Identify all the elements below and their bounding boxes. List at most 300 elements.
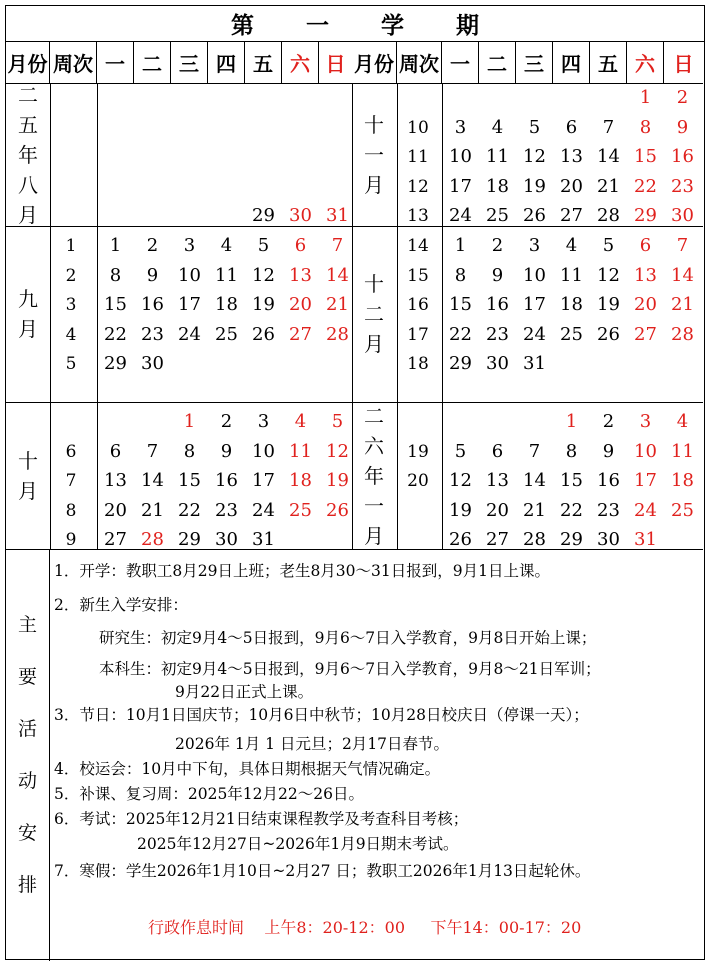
month-char: 六 (364, 433, 384, 458)
day-cell: 22 (449, 323, 472, 345)
day-cell: 30 (141, 353, 164, 374)
day-cell: 12 (523, 146, 546, 167)
day-cell (516, 412, 553, 432)
header-cell: 一 (97, 42, 134, 83)
day-cell (171, 354, 208, 374)
activities-label-char: 动 (17, 770, 37, 792)
month-char: 一 (364, 143, 384, 167)
week-number (50, 177, 92, 197)
day-cell (134, 412, 171, 432)
day-cell (208, 354, 245, 374)
header-row-right (352, 42, 703, 84)
day-cell: 8 (183, 440, 196, 462)
day-cell: 25 (486, 205, 509, 226)
week-number: 6 (65, 441, 77, 462)
activities-label-char: 排 (17, 874, 37, 896)
day-cell (319, 354, 356, 374)
day-cell: 3 (257, 411, 270, 432)
day-cell: 5 (528, 116, 541, 138)
week-number (397, 530, 439, 550)
day-cell (97, 118, 134, 138)
day-cell: 28 (671, 323, 694, 345)
header-cell: 二 (134, 42, 171, 83)
day-cell: 31 (523, 353, 546, 374)
day-cell: 24 (178, 323, 201, 345)
day-cell: 22 (104, 323, 127, 345)
day-cell: 29 (449, 353, 472, 374)
week-number: 2 (65, 265, 77, 286)
page-title: 第 一 学 期 (6, 6, 704, 42)
day-cell: 17 (523, 294, 546, 315)
month-char: 二 (364, 403, 384, 428)
activities-label-char: 主 (17, 614, 37, 636)
month-char: 月 (364, 523, 384, 548)
day-cell: 13 (486, 470, 509, 491)
day-cell: 16 (215, 470, 238, 491)
day-cell (442, 88, 479, 108)
grid-line (6, 226, 352, 227)
day-cell: 11 (289, 440, 312, 462)
day-cell: 2 (146, 235, 159, 256)
calendar-sheet (5, 5, 705, 960)
month-char: 年 (364, 463, 384, 488)
day-cell: 15 (104, 294, 127, 315)
day-cell: 29 (104, 353, 127, 374)
activity-line: 研究生：初定9月4～5日报到，9月6～7日入学教育，9月8日开始上课； (99, 629, 597, 647)
day-cell (479, 88, 516, 108)
day-cell: 1 (109, 235, 122, 256)
day-cell: 27 (560, 205, 583, 226)
day-cell: 14 (326, 264, 349, 286)
day-cell: 6 (565, 116, 578, 138)
day-cell: 20 (634, 294, 657, 315)
activity-line: 6．考试：2025年12月21日结束课程教学及考查科目考核； (54, 810, 469, 828)
day-cell: 31 (634, 529, 657, 550)
day-cell: 10 (634, 440, 657, 462)
day-cell: 21 (326, 294, 349, 315)
day-cell (134, 147, 171, 167)
day-cell: 28 (326, 323, 349, 345)
header-cell: 月份 (6, 42, 50, 83)
day-cell: 16 (671, 146, 694, 167)
week-number (397, 412, 439, 432)
day-cell: 15 (634, 146, 657, 167)
header-cell: 五 (590, 42, 627, 83)
day-cell: 4 (676, 411, 689, 432)
day-cell: 22 (634, 175, 657, 197)
week-number: 11 (407, 147, 429, 167)
week-number (50, 88, 92, 108)
day-cell: 29 (560, 529, 583, 550)
week-number (50, 118, 92, 138)
day-cell: 5 (257, 235, 270, 256)
month-char: 十 (364, 113, 384, 137)
day-cell: 20 (289, 294, 312, 315)
header-cell: 三 (516, 42, 553, 83)
day-cell: 19 (252, 294, 275, 315)
office-hours: 行政作息时间 上午8：20-12：00 下午14：00-17：20 (148, 918, 582, 937)
day-cell: 1 (454, 235, 467, 256)
day-cell: 27 (289, 323, 312, 345)
day-cell (553, 88, 590, 108)
day-cell (245, 118, 282, 138)
day-cell: 15 (560, 470, 583, 491)
day-cell: 17 (634, 470, 657, 491)
day-cell: 18 (486, 175, 509, 197)
day-cell: 19 (449, 499, 472, 521)
day-cell: 20 (560, 175, 583, 197)
day-cell (208, 118, 245, 138)
month-label (6, 284, 50, 344)
day-cell (590, 88, 627, 108)
day-cell: 6 (491, 440, 504, 462)
activities-label-char: 活 (17, 718, 37, 740)
day-cell (282, 530, 319, 550)
header-cell: 四 (553, 42, 590, 83)
month-label (352, 269, 396, 359)
day-cell: 15 (178, 470, 201, 491)
month-char: 一 (364, 493, 384, 518)
day-cell (282, 177, 319, 197)
activity-line: 7．寒假：学生2026年1月10日~2月27 日；教职工2026年1月13日起轮休。 (54, 862, 591, 880)
day-cell: 11 (560, 264, 583, 286)
day-cell: 10 (523, 264, 546, 286)
header-cell: 三 (171, 42, 208, 83)
day-cell: 26 (252, 323, 275, 345)
day-cell: 1 (565, 411, 578, 432)
day-cell (134, 118, 171, 138)
day-cell (282, 147, 319, 167)
activity-line: 5．补课、复习周：2025年12月22～26日。 (54, 785, 364, 803)
day-cell: 29 (634, 205, 657, 226)
day-cell: 3 (183, 235, 196, 256)
day-cell (664, 354, 701, 374)
day-cell: 23 (141, 323, 164, 345)
day-cell: 7 (146, 440, 159, 462)
day-cell: 29 (252, 205, 275, 226)
day-cell: 25 (215, 323, 238, 345)
month-char: 月 (364, 332, 384, 356)
day-cell: 24 (449, 205, 472, 226)
header-cell: 周次 (397, 42, 442, 83)
day-cell: 8 (565, 440, 578, 462)
month-char: 月 (18, 478, 38, 503)
week-number: 5 (65, 354, 77, 374)
day-cell: 16 (597, 470, 620, 491)
header-cell: 五 (245, 42, 282, 83)
day-cell: 30 (671, 205, 694, 226)
day-cell: 9 (602, 440, 615, 462)
day-cell: 4 (220, 235, 233, 256)
day-cell: 2 (676, 87, 689, 108)
day-cell: 25 (289, 499, 312, 521)
day-cell: 26 (449, 529, 472, 550)
day-cell: 20 (486, 499, 509, 521)
day-cell: 23 (486, 323, 509, 345)
day-cell (479, 412, 516, 432)
day-cell (208, 177, 245, 197)
day-cell: 7 (602, 116, 615, 138)
day-cell (664, 530, 701, 550)
day-cell: 17 (449, 175, 472, 197)
day-cell: 26 (597, 323, 620, 345)
day-cell: 29 (178, 529, 201, 550)
week-number (397, 501, 439, 521)
day-cell (282, 118, 319, 138)
day-cell (208, 206, 245, 226)
grid-line (352, 226, 703, 227)
day-cell: 13 (104, 470, 127, 491)
month-char: 年 (18, 143, 38, 167)
day-cell: 13 (289, 264, 312, 286)
week-number: 15 (407, 265, 429, 286)
day-cell: 2 (602, 411, 615, 432)
month-char: 二 (364, 302, 384, 326)
month-label (352, 401, 396, 551)
day-cell: 7 (676, 235, 689, 256)
week-number: 12 (407, 176, 429, 197)
day-cell: 8 (639, 116, 652, 138)
day-cell: 27 (104, 529, 127, 550)
day-cell: 5 (331, 411, 344, 432)
day-cell: 30 (289, 205, 312, 226)
day-cell: 4 (294, 411, 307, 432)
day-cell: 4 (491, 116, 504, 138)
day-cell (97, 412, 134, 432)
day-cell: 15 (449, 294, 472, 315)
week-number: 20 (407, 471, 429, 491)
activities-label (6, 549, 50, 961)
week-number: 8 (65, 500, 77, 521)
day-cell: 23 (671, 175, 694, 197)
activities-label-char: 安 (17, 822, 37, 844)
activity-line: 2．新生入学安排： (54, 596, 188, 614)
day-cell: 25 (560, 323, 583, 345)
day-cell: 20 (104, 499, 127, 521)
activity-line: 9月22日正式上课。 (175, 683, 314, 701)
day-cell: 14 (141, 470, 164, 491)
day-cell: 9 (676, 116, 689, 138)
activity-line: 3．节日：10月1日国庆节；10月6日中秋节；10月28日校庆日（停课一天）； (54, 706, 589, 724)
day-cell: 30 (215, 529, 238, 550)
day-cell: 27 (486, 529, 509, 550)
week-number: 19 (407, 441, 429, 462)
day-cell: 9 (491, 264, 504, 286)
month-char: 月 (18, 203, 38, 227)
header-cell: 日 (673, 52, 694, 76)
day-cell (245, 354, 282, 374)
day-cell: 19 (597, 294, 620, 315)
day-cell: 26 (326, 499, 349, 521)
activity-line: 2026年 1月 1 日元旦；2月17日春节。 (175, 735, 450, 753)
day-cell: 11 (671, 440, 694, 462)
month-char: 十 (364, 272, 384, 296)
month-char: 九 (18, 287, 38, 311)
header-row-left (6, 42, 352, 84)
day-cell: 18 (560, 294, 583, 315)
day-cell: 26 (523, 205, 546, 226)
day-cell: 12 (597, 264, 620, 286)
week-number (50, 412, 92, 432)
day-cell (208, 147, 245, 167)
day-cell: 19 (326, 470, 349, 491)
grid-line (6, 402, 352, 403)
week-number: 18 (407, 354, 429, 374)
day-cell: 2 (220, 411, 233, 432)
day-cell: 28 (597, 205, 620, 226)
day-cell: 21 (597, 175, 620, 197)
header-cell: 六 (627, 42, 664, 83)
day-cell (97, 206, 134, 226)
header-cell: 六 (282, 42, 319, 83)
header-cell: 二 (479, 42, 516, 83)
day-cell: 21 (671, 294, 694, 315)
header-cell: 月份 (352, 42, 397, 83)
day-cell: 18 (289, 470, 312, 491)
day-cell: 22 (560, 499, 583, 521)
week-number: 1 (65, 236, 77, 256)
day-cell: 11 (215, 264, 238, 286)
day-cell (97, 177, 134, 197)
month-label (6, 80, 50, 230)
day-cell: 7 (528, 440, 541, 462)
activity-line: 本科生：初定9月4～5日报到，9月6～7日入学教育，9月8～21日军训； (99, 660, 601, 678)
day-cell (134, 177, 171, 197)
day-cell: 27 (634, 323, 657, 345)
header-cell: 四 (208, 42, 245, 83)
day-cell: 24 (523, 323, 546, 345)
activities-label-char: 要 (17, 666, 37, 688)
day-cell: 28 (141, 529, 164, 550)
day-cell (627, 354, 664, 374)
day-cell: 21 (523, 499, 546, 521)
day-cell: 31 (252, 529, 275, 550)
day-cell: 1 (183, 411, 196, 432)
grid-line (352, 402, 703, 403)
day-cell: 5 (454, 440, 467, 462)
month-char: 月 (364, 173, 384, 197)
day-cell: 8 (109, 264, 122, 286)
header-cell: 日 (325, 52, 346, 76)
day-cell (319, 118, 356, 138)
day-cell: 5 (602, 235, 615, 256)
day-cell: 31 (326, 205, 349, 226)
day-cell: 6 (109, 440, 122, 462)
day-cell: 9 (220, 440, 233, 462)
day-cell: 18 (671, 470, 694, 491)
day-cell (171, 147, 208, 167)
day-cell: 3 (639, 411, 652, 432)
day-cell: 17 (252, 470, 275, 491)
day-cell (245, 177, 282, 197)
week-number (397, 88, 439, 108)
day-cell: 14 (671, 264, 694, 286)
day-cell: 25 (671, 499, 694, 521)
day-cell: 28 (523, 529, 546, 550)
activity-line: 1．开学：教职工8月29日上班；老生8月30～31日报到，9月1日上课。 (54, 562, 550, 580)
day-cell (319, 530, 356, 550)
header-cell: 周次 (50, 42, 97, 83)
week-number: 16 (407, 295, 429, 315)
week-number: 3 (65, 295, 77, 315)
day-cell (442, 412, 479, 432)
day-cell: 16 (486, 294, 509, 315)
month-char: 二 (18, 83, 38, 107)
day-cell: 11 (486, 146, 509, 167)
week-number: 9 (65, 530, 77, 550)
day-cell: 12 (449, 470, 472, 491)
day-cell: 22 (178, 499, 201, 521)
day-cell (245, 147, 282, 167)
day-cell: 9 (146, 264, 159, 286)
activities-section (6, 549, 704, 961)
day-cell (516, 88, 553, 108)
week-number (50, 147, 92, 167)
day-cell: 23 (597, 499, 620, 521)
week-number: 7 (65, 471, 77, 491)
day-cell: 4 (565, 235, 578, 256)
header-cell: 一 (442, 42, 479, 83)
day-cell: 1 (639, 87, 652, 108)
week-number: 10 (407, 117, 429, 138)
day-cell: 17 (178, 294, 201, 315)
month-char: 八 (18, 173, 38, 197)
month-label (6, 446, 50, 506)
day-cell (171, 177, 208, 197)
day-cell (282, 354, 319, 374)
day-cell: 14 (597, 146, 620, 167)
day-cell: 24 (252, 499, 275, 521)
day-cell: 3 (528, 235, 541, 256)
day-cell (319, 177, 356, 197)
month-char: 十 (18, 448, 38, 473)
day-cell: 10 (449, 146, 472, 167)
day-cell (553, 354, 590, 374)
week-number: 4 (65, 324, 77, 345)
day-cell: 30 (597, 529, 620, 550)
week-number: 17 (407, 324, 429, 345)
day-cell: 3 (454, 116, 467, 138)
activity-line: 4．校运会：10月中下旬，具体日期根据天气情况确定。 (54, 760, 441, 778)
day-cell: 13 (634, 264, 657, 286)
day-cell (97, 147, 134, 167)
day-cell: 6 (639, 235, 652, 256)
day-cell (134, 206, 171, 226)
day-cell: 2 (491, 235, 504, 256)
day-cell: 12 (252, 264, 275, 286)
day-cell: 23 (215, 499, 238, 521)
day-cell: 13 (560, 146, 583, 167)
day-cell (171, 118, 208, 138)
day-cell: 19 (523, 175, 546, 197)
month-label (352, 110, 396, 200)
month-char: 月 (18, 317, 38, 341)
day-cell: 16 (141, 294, 164, 315)
month-char: 五 (18, 113, 38, 137)
day-cell: 8 (454, 264, 467, 286)
activity-line: 2025年12月27日~2026年1月9日期末考试。 (137, 835, 459, 853)
day-cell: 18 (215, 294, 238, 315)
day-cell: 24 (634, 499, 657, 521)
day-cell: 21 (141, 499, 164, 521)
day-cell (171, 206, 208, 226)
day-cell: 10 (178, 264, 201, 286)
day-cell: 10 (252, 440, 275, 462)
day-cell: 12 (326, 440, 349, 462)
day-cell (319, 147, 356, 167)
day-cell: 6 (294, 235, 307, 256)
week-number: 14 (407, 236, 429, 256)
